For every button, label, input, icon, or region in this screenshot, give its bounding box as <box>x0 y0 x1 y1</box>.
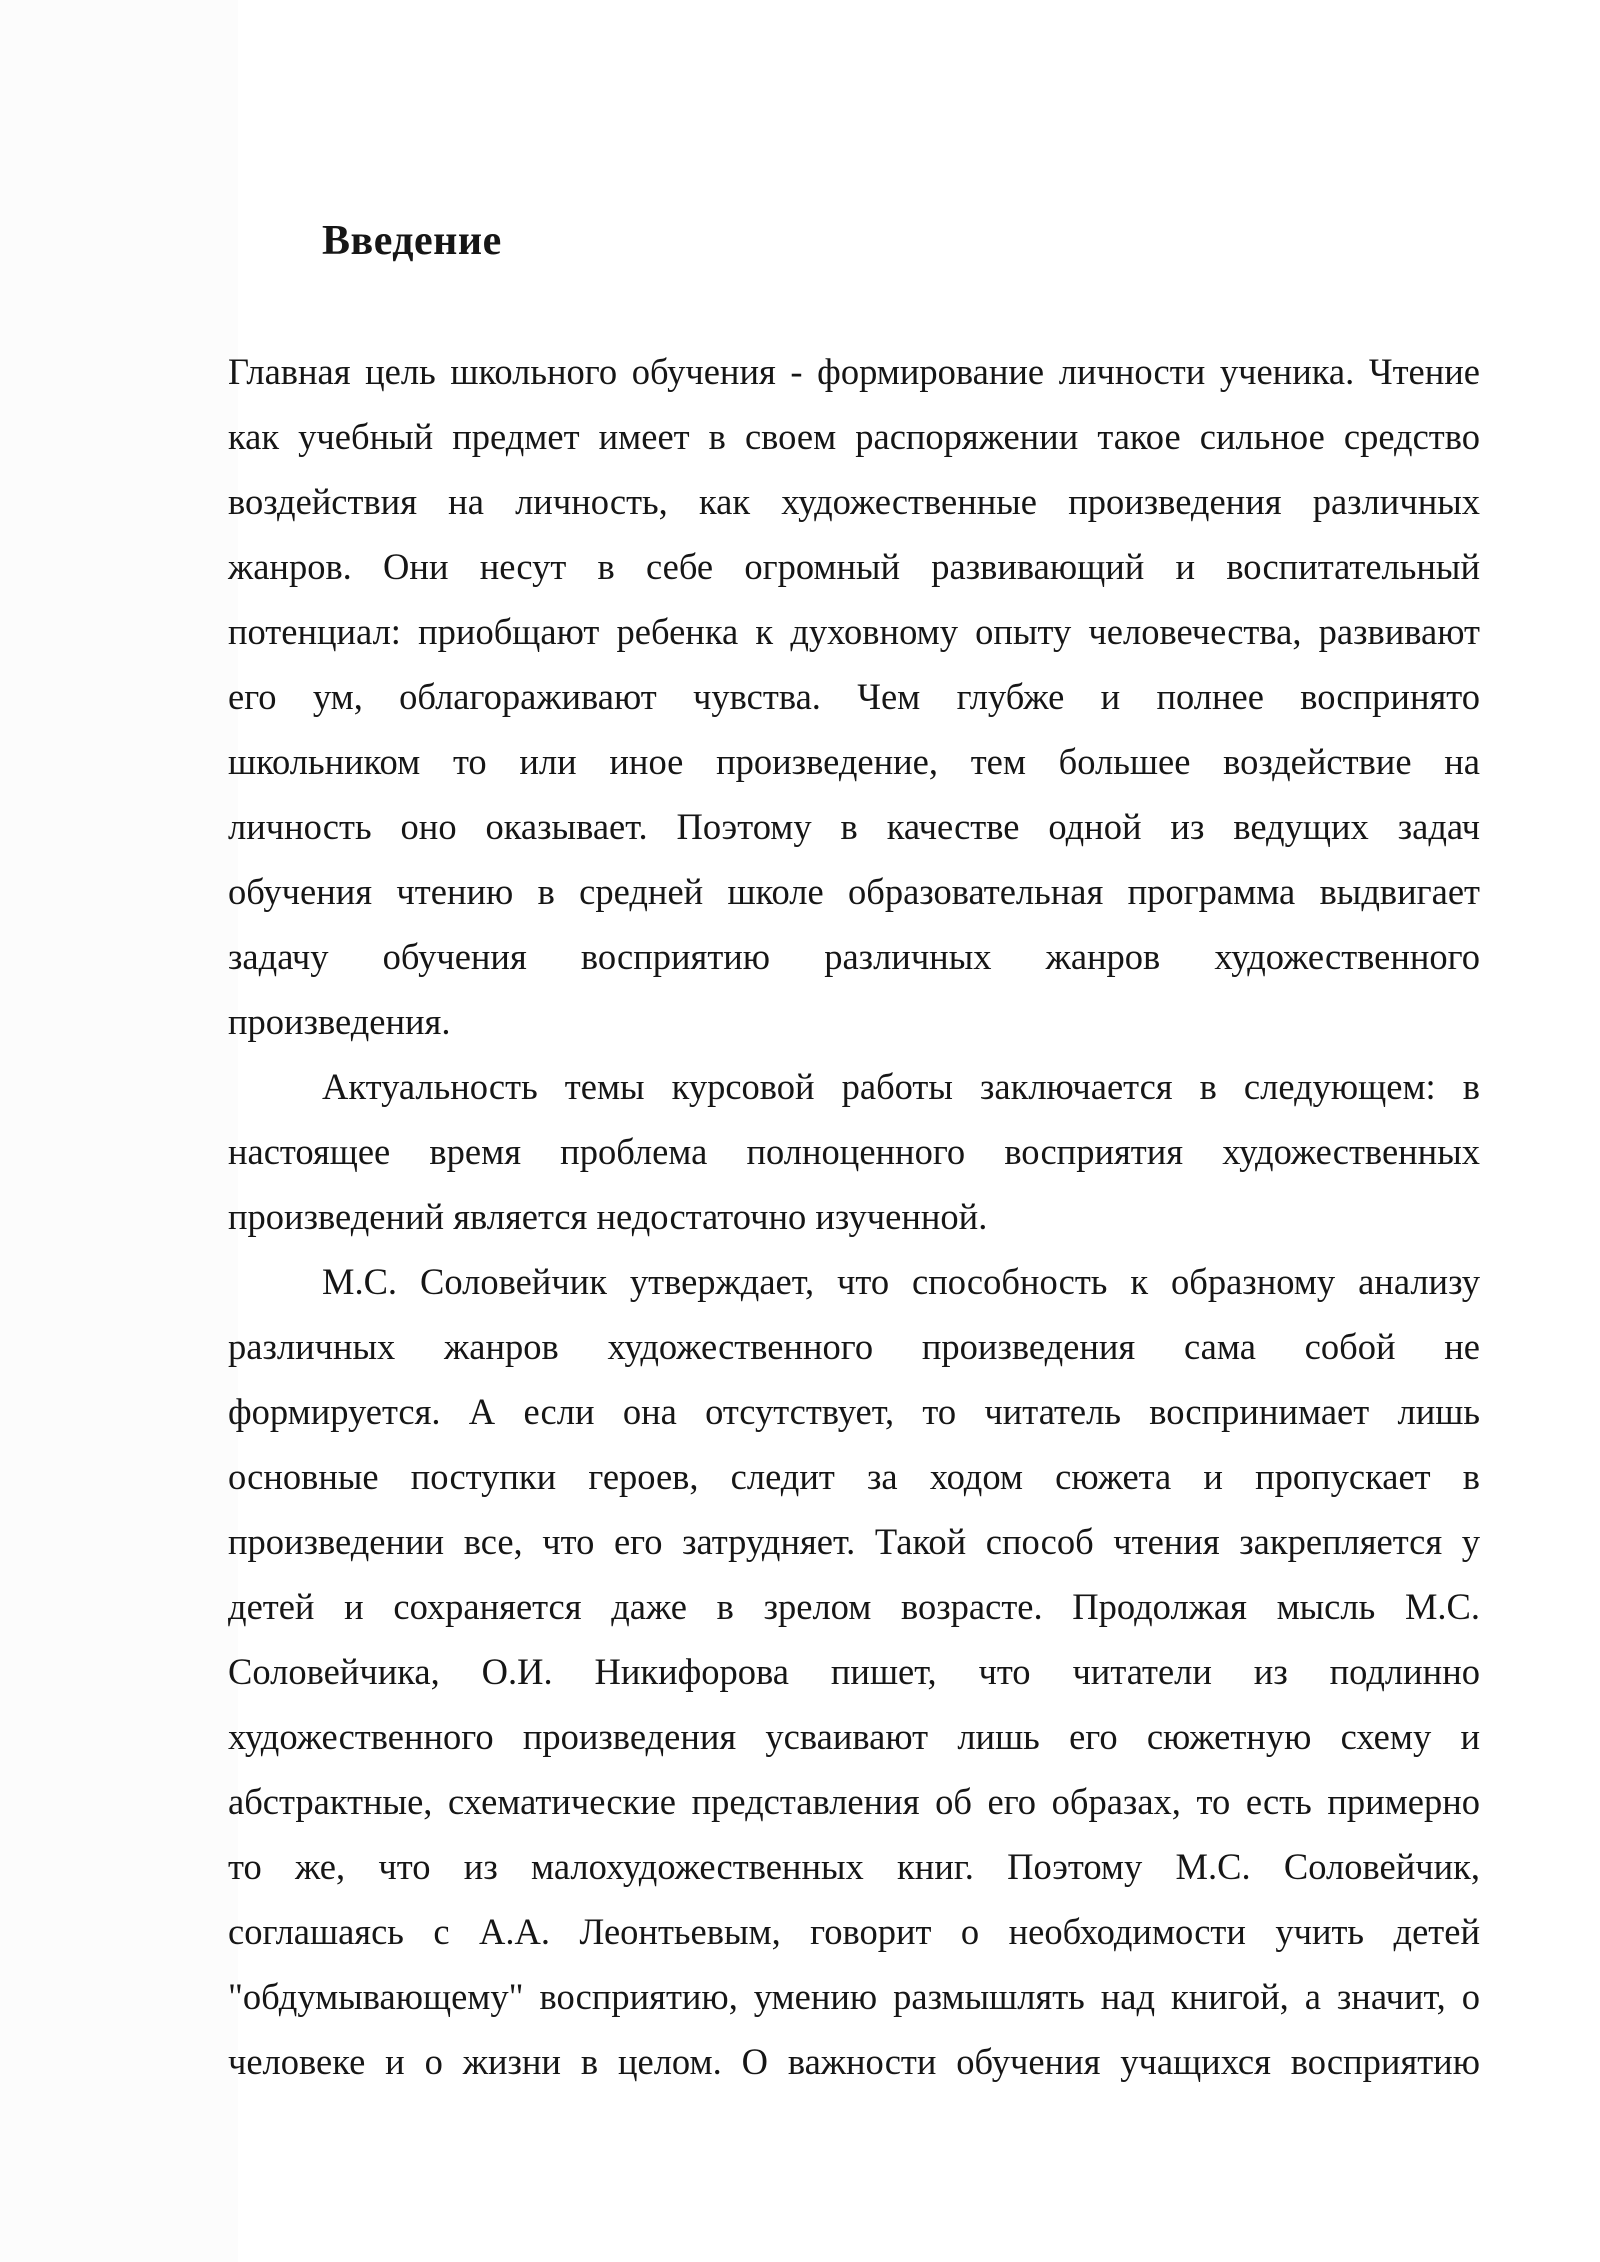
text-line: его ум, облагораживают чувства. Чем глубже и полнее воспринято <box>228 676 1480 717</box>
text-line: произведения. <box>228 1001 451 1042</box>
paragraph <box>228 1249 1480 2094</box>
paragraph <box>228 339 1480 1054</box>
text-line: произведении все, что его затрудняет. Такой способ чтения закрепляется у <box>228 1521 1480 1562</box>
text-line: М.С. Соловейчик утверждает, что способность к образному анализу <box>322 1261 1480 1302</box>
text-line: как учебный предмет имеет в своем распоряжении такое сильное средство <box>228 416 1480 457</box>
text-line: человеке и о жизни в целом. О важности обучения учащихся восприятию <box>228 2041 1480 2082</box>
text-line: формируется. А если она отсутствует, то читатель воспринимает лишь <box>228 1391 1480 1432</box>
text-line: задачу обучения восприятию различных жанров художественного <box>228 936 1480 977</box>
text-line: то же, что из малохудожественных книг. Поэтому М.С. Соловейчик, <box>228 1846 1480 1887</box>
document-title: Введение <box>322 218 502 264</box>
text-line: Актуальность темы курсовой работы заключается в следующем: в <box>322 1066 1480 1107</box>
text-line: школьником то или иное произведение, тем большее воздействие на <box>228 741 1480 782</box>
paragraph <box>228 1054 1480 1249</box>
text-line: потенциал: приобщают ребенка к духовному опыту человечества, развивают <box>228 611 1480 652</box>
text-line: личность оно оказывает. Поэтому в качестве одной из ведущих задач <box>228 806 1480 847</box>
text-line: воздействия на личность, как художественные произведения различных <box>228 481 1480 522</box>
text-line: обучения чтению в средней школе образовательная программа выдвигает <box>228 871 1480 912</box>
text-line: Соловейчика, О.И. Никифорова пишет, что читатели из подлинно <box>228 1651 1480 1692</box>
text-line: Главная цель школьного обучения - формирование личности ученика. Чтение <box>228 351 1480 392</box>
scan-shade-artifact <box>0 0 238 2262</box>
text-line: произведений является недостаточно изученной. <box>228 1196 988 1237</box>
text-line: соглашаясь с А.А. Леонтьевым, говорит о необходимости учить детей <box>228 1911 1480 1952</box>
text-line: различных жанров художественного произведения сама собой не <box>228 1326 1480 1367</box>
text-line: жанров. Они несут в себе огромный развивающий и воспитательный <box>228 546 1480 587</box>
document-body <box>228 339 1480 2094</box>
text-line: "обдумывающему" восприятию, умению размышлять над книгой, а значит, о <box>228 1976 1480 2017</box>
text-line: художественного произведения усваивают лишь его сюжетную схему и <box>228 1716 1480 1757</box>
text-line: основные поступки героев, следит за ходом сюжета и пропускает в <box>228 1456 1480 1497</box>
text-line: настоящее время проблема полноценного восприятия художественных <box>228 1131 1480 1172</box>
text-line: абстрактные, схематические представления об его образах, то есть примерно <box>228 1781 1480 1822</box>
text-line: детей и сохраняется даже в зрелом возрасте. Продолжая мысль М.С. <box>228 1586 1480 1627</box>
page-content <box>228 209 1480 2094</box>
